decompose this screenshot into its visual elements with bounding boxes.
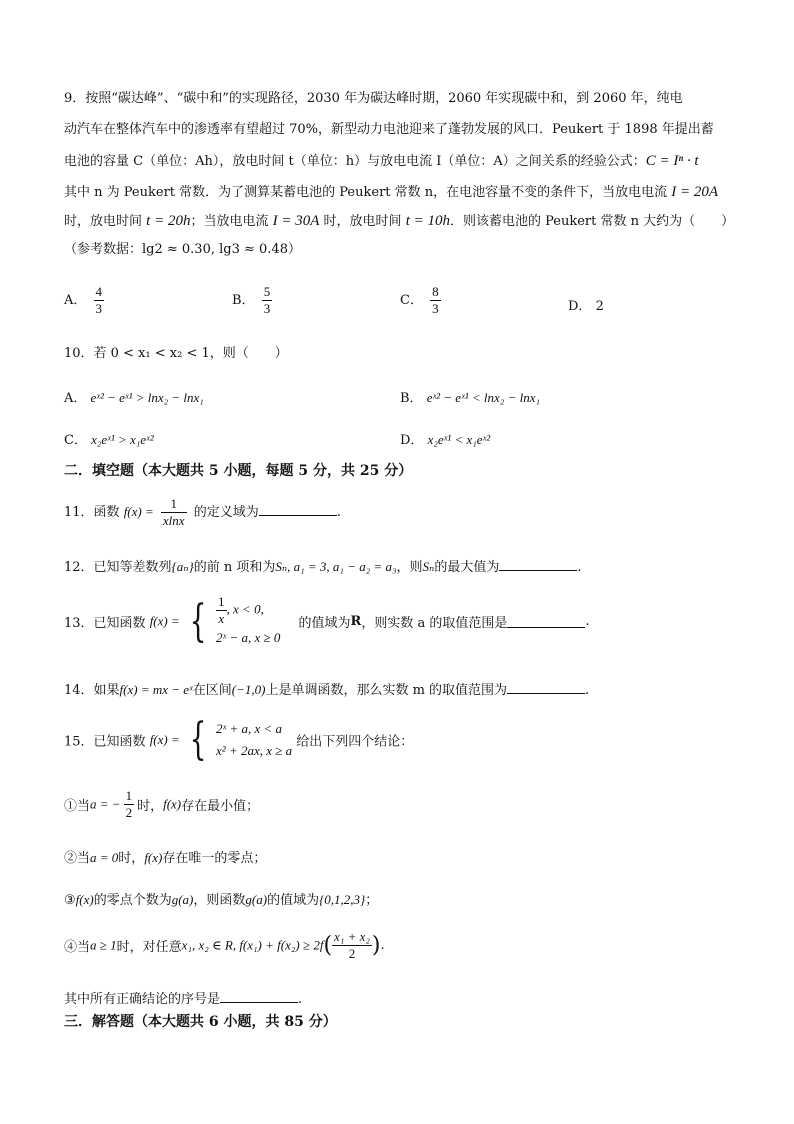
option-letter: C． [400,293,423,308]
numerator: x₁ + x₂ [334,929,370,944]
option-value: 2 [595,299,604,314]
q9-line-5-g: ．则该蓄电池的 Peukert 常数 n 大约为（ ） [449,214,735,229]
sequence: {aₙ} [171,559,194,574]
fraction [124,788,135,821]
numerator: 1 [161,496,187,513]
q9-option-d [568,295,604,314]
conclusion-marker: ④当 [64,940,91,955]
left-brace: { [189,714,207,765]
current-20a: I = 20A [671,184,719,200]
denominator: xlnx [162,513,185,528]
denominator: 3 [432,301,439,316]
conclusion-3-text: 的零点个数为 [93,893,172,908]
q15-ask-text: 其中所有正确结论的序号是 [64,992,221,1007]
q9-line-5-e: 时，放电时间 [323,214,402,229]
answer-blank[interactable] [499,558,577,571]
q15-conclusion-2 [64,849,266,868]
piecewise-cases [216,594,280,649]
fraction [332,929,372,962]
q14-function: f(x) = mx − eˣ [119,682,193,697]
q11-function: f(x) = [123,504,154,519]
piecewise-cases [216,718,292,762]
q9-line-5-c: ；当放电电流 [190,214,269,229]
answer-blank[interactable] [220,990,298,1003]
value-set: {0,1,2,3} [319,892,366,907]
q12-text-3: ，则 [396,560,423,575]
numerator: 1 [218,594,225,609]
q15-text: 15．已知函数 [64,734,146,750]
fraction [161,496,187,529]
case-2: x² + 2ax, x ≥ a [216,743,293,758]
q10-option-c [64,429,154,448]
denominator: 3 [263,301,271,316]
conclusion-3-text-3: 的值域为 [267,893,320,908]
option-text: x₂eˣ¹ < x₁eˣ² [427,432,491,447]
fraction [94,284,105,317]
option-letter: B． [232,293,255,308]
q15-question [64,990,302,1009]
q13-function: f(x) = [149,613,180,629]
conclusion-1-text-2: 存在最小值； [181,799,260,814]
fraction [430,284,441,317]
denominator: 2 [125,805,133,820]
option-text: x₂eˣ¹ > x₁eˣ² [91,432,154,447]
zero-count-function: g(a) [171,892,194,907]
peukert-formula: C = Iⁿ · t [645,153,699,169]
conclusion-4-inequality: x₁, x₂ ∈ R, f(x₁) + f(x₂) ≥ 2f [181,937,324,953]
case-1: 2ˣ + a, x < a [216,721,283,736]
q15-conclusion-4 [64,929,385,962]
sum-symbol: Sₙ [422,559,435,574]
q14-interval: (−1,0) [231,682,266,697]
q15-function: f(x) = [149,732,180,747]
time-10h: t = 10h [405,213,450,229]
option-letter: B． [400,391,423,406]
case-2: 2ˣ − a, x ≥ 0 [216,630,281,645]
fraction [216,594,227,627]
q11-text-2: 的定义域为 [193,505,259,520]
q10-stem: 10．若 0 < x₁ < x₂ < 1，则（ ） [64,346,288,361]
denominator: x [218,611,225,626]
q9-option-b [232,284,275,317]
q10-option-a [64,387,204,406]
q9-line-4 [64,183,718,202]
q9-line-3 [64,152,699,171]
conclusion-2-value: a = 0 [90,850,119,865]
q13 [64,594,590,649]
conclusion-2-text-2: 存在唯一的零点； [162,851,267,866]
option-text: eˣ² − eˣ¹ > lnx₂ − lnx₁ [90,390,204,405]
q13-text: 13．已知函数 [64,616,146,631]
q11-text: 11．函数 [64,505,120,520]
denominator: 3 [95,301,103,316]
q14 [64,681,589,700]
q12-text-4: 的最大值为 [434,560,500,575]
conclusion-marker: ②当 [64,851,91,866]
q12-text-2: 的前 n 项和为 [193,560,276,575]
option-text: eˣ² − eˣ¹ < lnx₂ − lnx₁ [426,390,540,405]
numerator: 8 [432,284,439,299]
period: . [585,614,590,629]
real-set: R [350,614,362,629]
conclusion-marker: ①当 [64,799,91,814]
numerator: 1 [125,788,133,803]
numerator: 4 [95,284,103,299]
q9-line-5 [64,212,734,231]
current-30a: I = 30A [272,213,320,229]
conclusion-4-condition: a ≥ 1 [90,937,117,953]
option-letter: C． [64,433,87,448]
period: . [336,505,341,520]
numerator: 5 [263,284,271,299]
conclusion-3-text-2: ，则函数 [193,893,246,908]
conclusion-marker: ③ [64,893,76,908]
time-20h: t = 20h [146,213,191,229]
q14-text: 14．如果 [64,683,120,698]
section-3-heading: 三．解答题（本大题共 6 小题，共 85 分） [64,1014,337,1030]
q11 [64,496,341,529]
case-1-condition: , x < 0, [226,601,264,617]
q12 [64,558,581,577]
period: . [298,992,303,1007]
conclusion-4-text: 时，对任意 [116,940,182,955]
right-paren: ) [371,933,381,958]
q10-option-d [400,429,490,448]
q9-reference-data: （参考数据：lg2 ≈ 0.30, lg3 ≈ 0.48） [64,242,301,257]
q9-line-1: 9．按照“碳达峰”、“碳中和”的实现路径，2030 年为碳达峰时期，2060 年实现碳中和，到 2060 年，纯电 [64,91,683,106]
q10-option-b [400,387,540,406]
q9-line-5-a: 时，放电时间 [64,214,143,229]
q15 [64,714,414,765]
period: . [577,560,582,575]
q15-conclusion-3 [64,891,378,910]
denominator: 2 [348,946,356,961]
q9-option-a [64,284,107,317]
answer-blank[interactable] [507,615,585,628]
q12-text: 12．已知等差数列 [64,560,172,575]
semicolon: ； [365,893,379,908]
q15-conclusion-1 [64,788,259,821]
conclusion-1-text: 时， [137,799,164,814]
q9-line-2: 动汽车在整体汽车中的渗透率有望超过 70%，新型动力电池迎来了蓬勃发展的风口．Peukert 于 1898 年提出蓄 [64,122,714,137]
period: . [585,683,590,698]
q12-condition: Sₙ, a₁ = 3, a₁ − a₂ = a₃ [275,559,397,574]
conclusion-1-value: a = − [90,796,121,812]
period: . [380,938,385,953]
conclusion-2-text: 时， [118,851,145,866]
section-2-heading: 二．填空题（本大题共 5 小题，每题 5 分，共 25 分） [64,463,413,479]
q13-text-2: 的值域为 [298,616,351,631]
option-letter: A． [64,293,87,308]
q9-line-4-text: 其中 n 为 Peukert 常数．为了测算某蓄电池的 Peukert 常数 n，在电池容量不变的条件下，当放电电流 [64,185,668,200]
conclusion-2-function: f(x) [144,850,163,865]
q9-line-3-text: 电池的容量 C（单位：Ah），放电时间 t（单位：h）与放电电流 I（单位：A）之间关系的经验公式： [64,154,646,169]
answer-blank[interactable] [259,503,337,516]
conclusion-1-function: f(x) [163,796,182,812]
q15-text-2: 给出下列四个结论： [296,734,414,750]
q9-option-c [400,284,444,317]
zero-count-function-2: g(a) [245,892,268,907]
left-brace: { [189,595,207,647]
option-letter: D． [400,433,424,448]
q13-text-3: ，则实数 a 的取值范围是 [361,616,508,631]
left-paren: ( [323,933,333,958]
case-1 [216,594,280,627]
answer-blank[interactable] [507,681,585,694]
conclusion-3-function: f(x) [75,892,94,907]
option-letter: D． [568,299,592,314]
option-letter: A． [64,391,87,406]
fraction [262,284,273,317]
q14-text-2: 在区间 [192,683,232,698]
q14-text-3: 上是单调函数，那么实数 m 的取值范围为 [265,683,508,698]
